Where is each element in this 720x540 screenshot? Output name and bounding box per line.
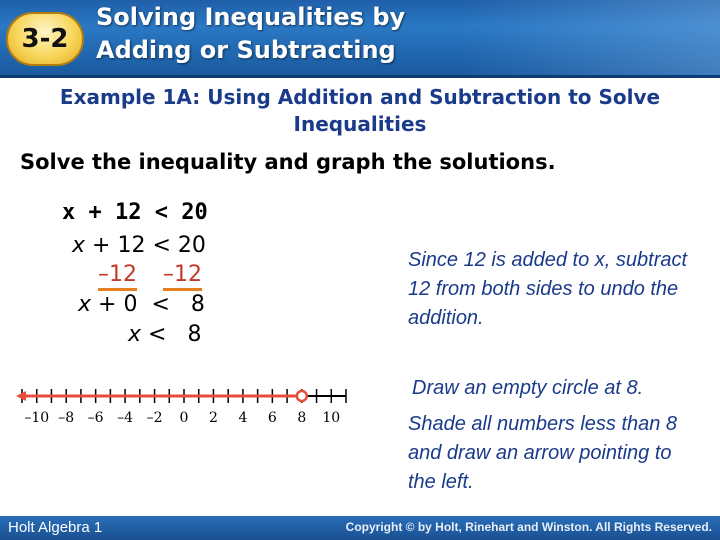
example-heading	[0, 84, 720, 138]
number-line-label: –6	[87, 410, 104, 426]
number-line-label: –8	[58, 410, 75, 426]
slide-footer	[0, 516, 720, 540]
example-heading-line-1: Example 1A: Using Addition and Subtraction to Solve	[59, 85, 661, 109]
example-heading-line-2: Inequalities	[293, 112, 427, 136]
note-subtract: Since 12 is added to x, subtract 12 from both sides to undo the addition.	[408, 249, 688, 329]
step-3-variable: x	[78, 292, 92, 317]
number-line-label: 8	[297, 410, 307, 426]
step-1-variable: x	[72, 233, 86, 258]
open-circle-at-8	[297, 391, 307, 401]
header-sheen	[460, 0, 720, 75]
step-3	[78, 292, 205, 317]
number-line-label: 2	[208, 410, 218, 426]
number-line-label: 0	[179, 410, 189, 426]
number-line-label: 4	[238, 410, 248, 426]
step-2-right-term: –12	[163, 262, 202, 291]
footer-course-label: Holt Algebra 1	[8, 519, 103, 536]
note-shade: Shade all numbers less than 8 and draw an arrow pointing to the left.	[408, 413, 678, 493]
number-line-label: 10	[322, 410, 341, 426]
step-2	[98, 262, 202, 287]
instruction-text: Solve the inequality and graph the solutions.	[20, 150, 556, 174]
step-1	[72, 233, 206, 258]
number-line-label: –4	[117, 410, 134, 426]
step-4-variable: x	[128, 322, 142, 347]
step-2-left-term: –12	[98, 262, 137, 291]
number-line-label: 6	[267, 410, 277, 426]
step-3-rest: + 0 < 8	[98, 292, 205, 317]
number-line	[0, 380, 380, 430]
number-line-label: –2	[146, 410, 163, 426]
lesson-badge: 3-2	[6, 12, 84, 66]
step-1-rest: + 12 < 20	[92, 233, 206, 258]
slide-header	[0, 0, 720, 78]
step-4	[128, 322, 201, 347]
title-line-1: Solving Inequalities by	[96, 3, 406, 31]
footer-copyright: Copyright © by Holt, Rinehart and Winston. All Rights Reserved.	[345, 520, 712, 534]
given-inequality: x + 12 < 20	[62, 200, 208, 225]
title-line-2: Adding or Subtracting	[96, 36, 396, 64]
number-line-label: –10	[24, 410, 50, 426]
note-circle: Draw an empty circle at 8.	[412, 377, 644, 399]
step-4-rest: < 8	[148, 322, 202, 347]
solution-arrow-left	[16, 391, 26, 401]
